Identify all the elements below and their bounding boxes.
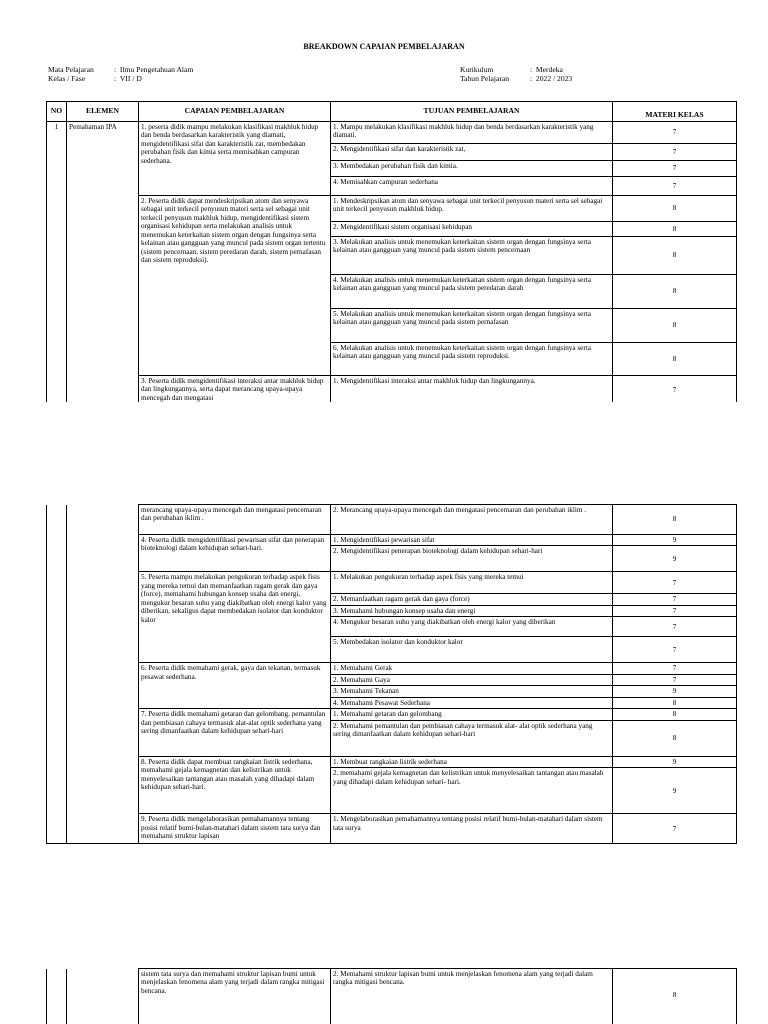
materi-kelas-cell: 8 bbox=[613, 969, 737, 1024]
tp-cell: 4. Melakukan analisis untuk menemukan keterkaitan sistem organ dengan fungsinya serta kelainan atau gangguan yang muncul pada sistem peredaran darah bbox=[331, 275, 613, 309]
materi-kelas-cell: 7 bbox=[613, 594, 737, 605]
table-row bbox=[47, 376, 737, 403]
tp-cell: 3. Memahami hubungan konsep usaha dan energi bbox=[331, 605, 613, 616]
materi-kelas-cell: 9 bbox=[613, 535, 737, 546]
separator: : bbox=[114, 73, 117, 83]
tp-cell: 2. Merancang upaya-upaya mencegah dan mengatasi pencemaran dan perubahan iklim . bbox=[331, 505, 613, 535]
page-1-table-segment bbox=[0, 101, 768, 402]
table-row bbox=[47, 969, 737, 1024]
cp-cell: 5. Peserta mampu melakukan pengukuran terhadap aspek fisis yang mereka temui dan memanfaatkan ragam gerak dan gaya (force), memahami hubungan konsep usaha dan energi, mengukur besaran suhu yang diakibatkan oleh energi kalor yang diberikan, sekaligus dapat membedakan isolator dan konduktor kalor bbox=[139, 572, 331, 663]
table-row bbox=[47, 122, 737, 144]
materi-kelas-cell: 8 bbox=[613, 709, 737, 720]
tp-cell: 4. Memahami Pesawat Sederhana bbox=[331, 697, 613, 708]
kelas-value: VII / D bbox=[119, 73, 142, 83]
no-column-continued bbox=[47, 505, 67, 844]
tp-cell: 2. Memahami Gaya bbox=[331, 674, 613, 685]
materi-kelas-cell: 7 bbox=[613, 161, 737, 177]
tp-cell: 1. Mengidentifikasi pewarisan sifat bbox=[331, 535, 613, 546]
materi-kelas-cell: 7 bbox=[613, 572, 737, 594]
tp-cell: 6. Melakukan analisis untuk menemukan keterkaitan sistem organ dengan fungsinya serta kelainan atau gangguan yang muncul pada sistem reproduksi. bbox=[331, 343, 613, 376]
tp-cell: 5. Membedakan isolator dan konduktor kalor bbox=[331, 637, 613, 663]
materi-kelas-cell: 8 bbox=[613, 720, 737, 756]
tp-cell: 1. Mengelaborasikan pemahamannya tentang posisi relatif bumi-bulan-matahari dalam sistem tata surya bbox=[331, 814, 613, 844]
tp-cell: 2. Mengidentifikasi sifat dan karakteristik zat, bbox=[331, 144, 613, 161]
mapel-value: Ilmu Pengetahuan Alam bbox=[119, 65, 194, 74]
kurikulum-label: Kurikulum bbox=[460, 65, 494, 74]
tp-cell: 2. memahami gejala kemagnetan dan kelistrikan untuk menyelesaikan tantangan atau masalah yang dihadapi dalam kehidupan sehari- hari. bbox=[331, 768, 613, 814]
cp-cell: 9. Peserta didik mengelaborasikan pemahamannya tentang posisi relatif bumi-bulan-matahari dalam sistem tata surya dan memahami struktur lapisan bbox=[139, 814, 331, 844]
table-row bbox=[47, 505, 737, 535]
materi-kelas-cell: 8 bbox=[613, 309, 737, 343]
document-title: BREAKDOWN CAPAIAN PEMBELAJARAN bbox=[303, 42, 465, 51]
elemen-column-continued bbox=[67, 969, 139, 1024]
tp-cell: 2. Memahami struktur lapisan bumi untuk menjelaskan fenomena alam yang terjadi dalam rangka mitigasi bencana. bbox=[331, 969, 613, 1024]
cp-cell: 4. Peserta didik mengidentifikasi pewarisan sifat dan penerapan bioteknologi dalam kehidupan sehari-hari. bbox=[139, 535, 331, 572]
materi-kelas-cell: 8 bbox=[613, 505, 737, 535]
header-no: NO bbox=[47, 102, 67, 122]
cp-cell: 1. peserta didik mampu melakukan klasifikasi makhluk hidup dan benda berdasarkan karakteristik yang diamati, mengidentifikasi sifat dan karakteristik zat, membedakan perubahan fisik dan kimia serta memisahkan campuran sederhana. bbox=[139, 122, 331, 196]
table-header-row bbox=[47, 102, 737, 122]
header-materi-kelas: MATERI KELAS bbox=[613, 102, 737, 122]
materi-kelas-cell: 7 bbox=[613, 177, 737, 196]
elemen-cell: Pemahaman IPA bbox=[67, 122, 139, 403]
elemen-column-continued bbox=[67, 505, 139, 844]
header-tp: TUJUAN PEMBELAJARAN bbox=[331, 102, 613, 122]
table-row bbox=[47, 572, 737, 594]
tahun-label: Tahun Pelajaran bbox=[460, 73, 510, 83]
materi-kelas-cell: 7 bbox=[613, 674, 737, 685]
materi-kelas-cell: 8 bbox=[613, 237, 737, 275]
separator: : bbox=[114, 65, 117, 74]
tp-cell: 1. Membuat rangkaian listrik sederhana bbox=[331, 756, 613, 767]
separator: : bbox=[530, 73, 533, 83]
tp-cell: 2. Mengidentifikasi sistem organisasi kehidupan bbox=[331, 222, 613, 237]
materi-kelas-cell: 7 bbox=[613, 814, 737, 844]
materi-kelas-cell: 8 bbox=[613, 275, 737, 309]
cp-table-part-3 bbox=[46, 968, 737, 1024]
meta-right bbox=[460, 66, 572, 84]
materi-kelas-cell: 8 bbox=[613, 343, 737, 376]
tp-cell: 5. Melakukan analisis untuk menemukan keterkaitan sistem organ dengan fungsinya serta kelainan atau gangguan yang muncul pada sistem pernafasan bbox=[331, 309, 613, 343]
tp-cell: 3. Membedakan perubahan fisik dan kimia. bbox=[331, 161, 613, 177]
cp-cell: 3. Peserta didik mengidentifikasi interaksi antar makhluk hidup dan lingkungannya, serta dapat merancang upaya-upaya mencegah dan mengatasi bbox=[139, 376, 331, 403]
tp-cell: 1. Mendeskripsikan atom dan senyawa sebagai unit terkecil penyusun materi serta sel sebagai unit terkecil penyusun makhluk hidup. bbox=[331, 196, 613, 222]
materi-kelas-cell: 7 bbox=[613, 144, 737, 161]
page-3-table-segment bbox=[0, 968, 768, 1024]
header-elemen: ELEMEN bbox=[67, 102, 139, 122]
materi-kelas-cell: 7 bbox=[613, 617, 737, 637]
cp-cell: 6. Peserta didik memahami gerak, gaya dan tekanan, termasuk pesawat sederhana. bbox=[139, 663, 331, 709]
row-number: 1 bbox=[47, 122, 67, 403]
tp-cell: 1. Mengidentifikasi interaksi antar makhluk hidup dan lingkungannya. bbox=[331, 376, 613, 403]
cp-cell: 2. Peserta didik dapat mendeskripsikan atom dan senyawa sebagai unit terkecil penyusun materi serta sel sebagai unit terkecil penyusun makhluk hidup, mengidentifikasi sistem organisasi kehidupan serta melakukan analisis untuk menemukan keterkaitan sistem organ dengan fungsinya serta kelainan atau gangguan yang muncul pada sistem organ tertentu (sistem pencernaan, sistem peredaran darah, sistem pernafasan dan sistem reproduksi). bbox=[139, 196, 331, 376]
materi-kelas-cell: 7 bbox=[613, 663, 737, 674]
materi-kelas-cell: 9 bbox=[613, 686, 737, 697]
tp-cell: 1. Mampu melakukan klasifikasi makhluk hidup dan benda berdasarkan karakteristik yang diamati. bbox=[331, 122, 613, 144]
tp-cell: 2. Memahami pemantulan dan pembiasan cahaya termasuk alat- alat optik sederhana yang sering dimanfaatkan dalam kehidupan sehari-hari bbox=[331, 720, 613, 756]
materi-kelas-cell: 7 bbox=[613, 376, 737, 403]
tp-cell: 1. Memahami getaran dan gelombang bbox=[331, 709, 613, 720]
table-row bbox=[47, 663, 737, 674]
materi-kelas-cell: 9 bbox=[613, 768, 737, 814]
kurikulum-value: Merdeka bbox=[535, 65, 563, 74]
cp-cell: sistem tata surya dan memahami struktur lapisan bumi untuk menjelaskan fenomena alam yang terjadi dalam rangka mitigasi bencana. bbox=[139, 969, 331, 1024]
cp-cell: 8. Peserta didik dapat membuat rangkaian listrik sederhana, memahami gejala kemagnetan dan kelistrikan untuk menyelesaikan tantangan atau masalah yang dihadapi dalam kehidupan sehari-hari. bbox=[139, 756, 331, 813]
kelas-label: Kelas / Fase bbox=[48, 73, 86, 83]
cp-table-part-2 bbox=[46, 504, 737, 844]
meta-left bbox=[48, 66, 193, 84]
tp-cell: 2. Memanfaatkan ragam gerak dan gaya (force) bbox=[331, 594, 613, 605]
separator: : bbox=[530, 65, 533, 74]
tp-cell: 2. Mengidentifikasi penerapan bioteknologi dalam kehidupan sehari-hari bbox=[331, 546, 613, 572]
materi-kelas-cell: 9 bbox=[613, 756, 737, 767]
tp-cell: 4. Memisahkan campuran sederhana bbox=[331, 177, 613, 196]
table-row bbox=[47, 709, 737, 720]
tp-cell: 3. Melakukan analisis untuk menemukan keterkaitan sistem organ dengan fungsinya serta kelainan atau gangguan yang muncul pada sistem sistem pencernaan bbox=[331, 237, 613, 275]
mapel-label: Mata Pelajaran bbox=[48, 65, 94, 74]
materi-kelas-cell: 7 bbox=[613, 122, 737, 144]
no-column-continued bbox=[47, 969, 67, 1024]
materi-kelas-cell: 7 bbox=[613, 637, 737, 663]
cp-cell: merancang upaya-upaya mencegah dan mengatasi pencemaran dan perubahan iklim . bbox=[139, 505, 331, 535]
tp-cell: 1. Melakukan pengukuran terhadap aspek fisis yang mereka temui bbox=[331, 572, 613, 594]
table-row bbox=[47, 814, 737, 844]
materi-kelas-cell: 8 bbox=[613, 697, 737, 708]
materi-kelas-cell: 8 bbox=[613, 222, 737, 237]
tp-cell: 1. Memahami Gerak bbox=[331, 663, 613, 674]
tahun-value: 2022 / 2023 bbox=[535, 73, 573, 83]
cp-table-part-1 bbox=[46, 101, 737, 402]
table-row bbox=[47, 756, 737, 767]
materi-kelas-cell: 8 bbox=[613, 196, 737, 222]
materi-kelas-cell: 7 bbox=[613, 605, 737, 616]
tp-cell: 3. Memahami Tekanan bbox=[331, 686, 613, 697]
table-row bbox=[47, 196, 737, 222]
header-cp: CAPAIAN PEMBELAJARAN bbox=[139, 102, 331, 122]
page-2-table-segment bbox=[0, 504, 768, 860]
materi-kelas-cell: 9 bbox=[613, 546, 737, 572]
cp-cell: 7. Peserta didik memahami getaran dan gelombang, pemantulan dan pembiasan cahaya termasuk alat-alat optik sederhana yang sering dimanfaatkan dalam kehidupan sehari-hari bbox=[139, 709, 331, 756]
table-row bbox=[47, 535, 737, 546]
tp-cell: 4. Mengukur besaran suhu yang diakibatkan oleh energi kalor yang diberikan bbox=[331, 617, 613, 637]
